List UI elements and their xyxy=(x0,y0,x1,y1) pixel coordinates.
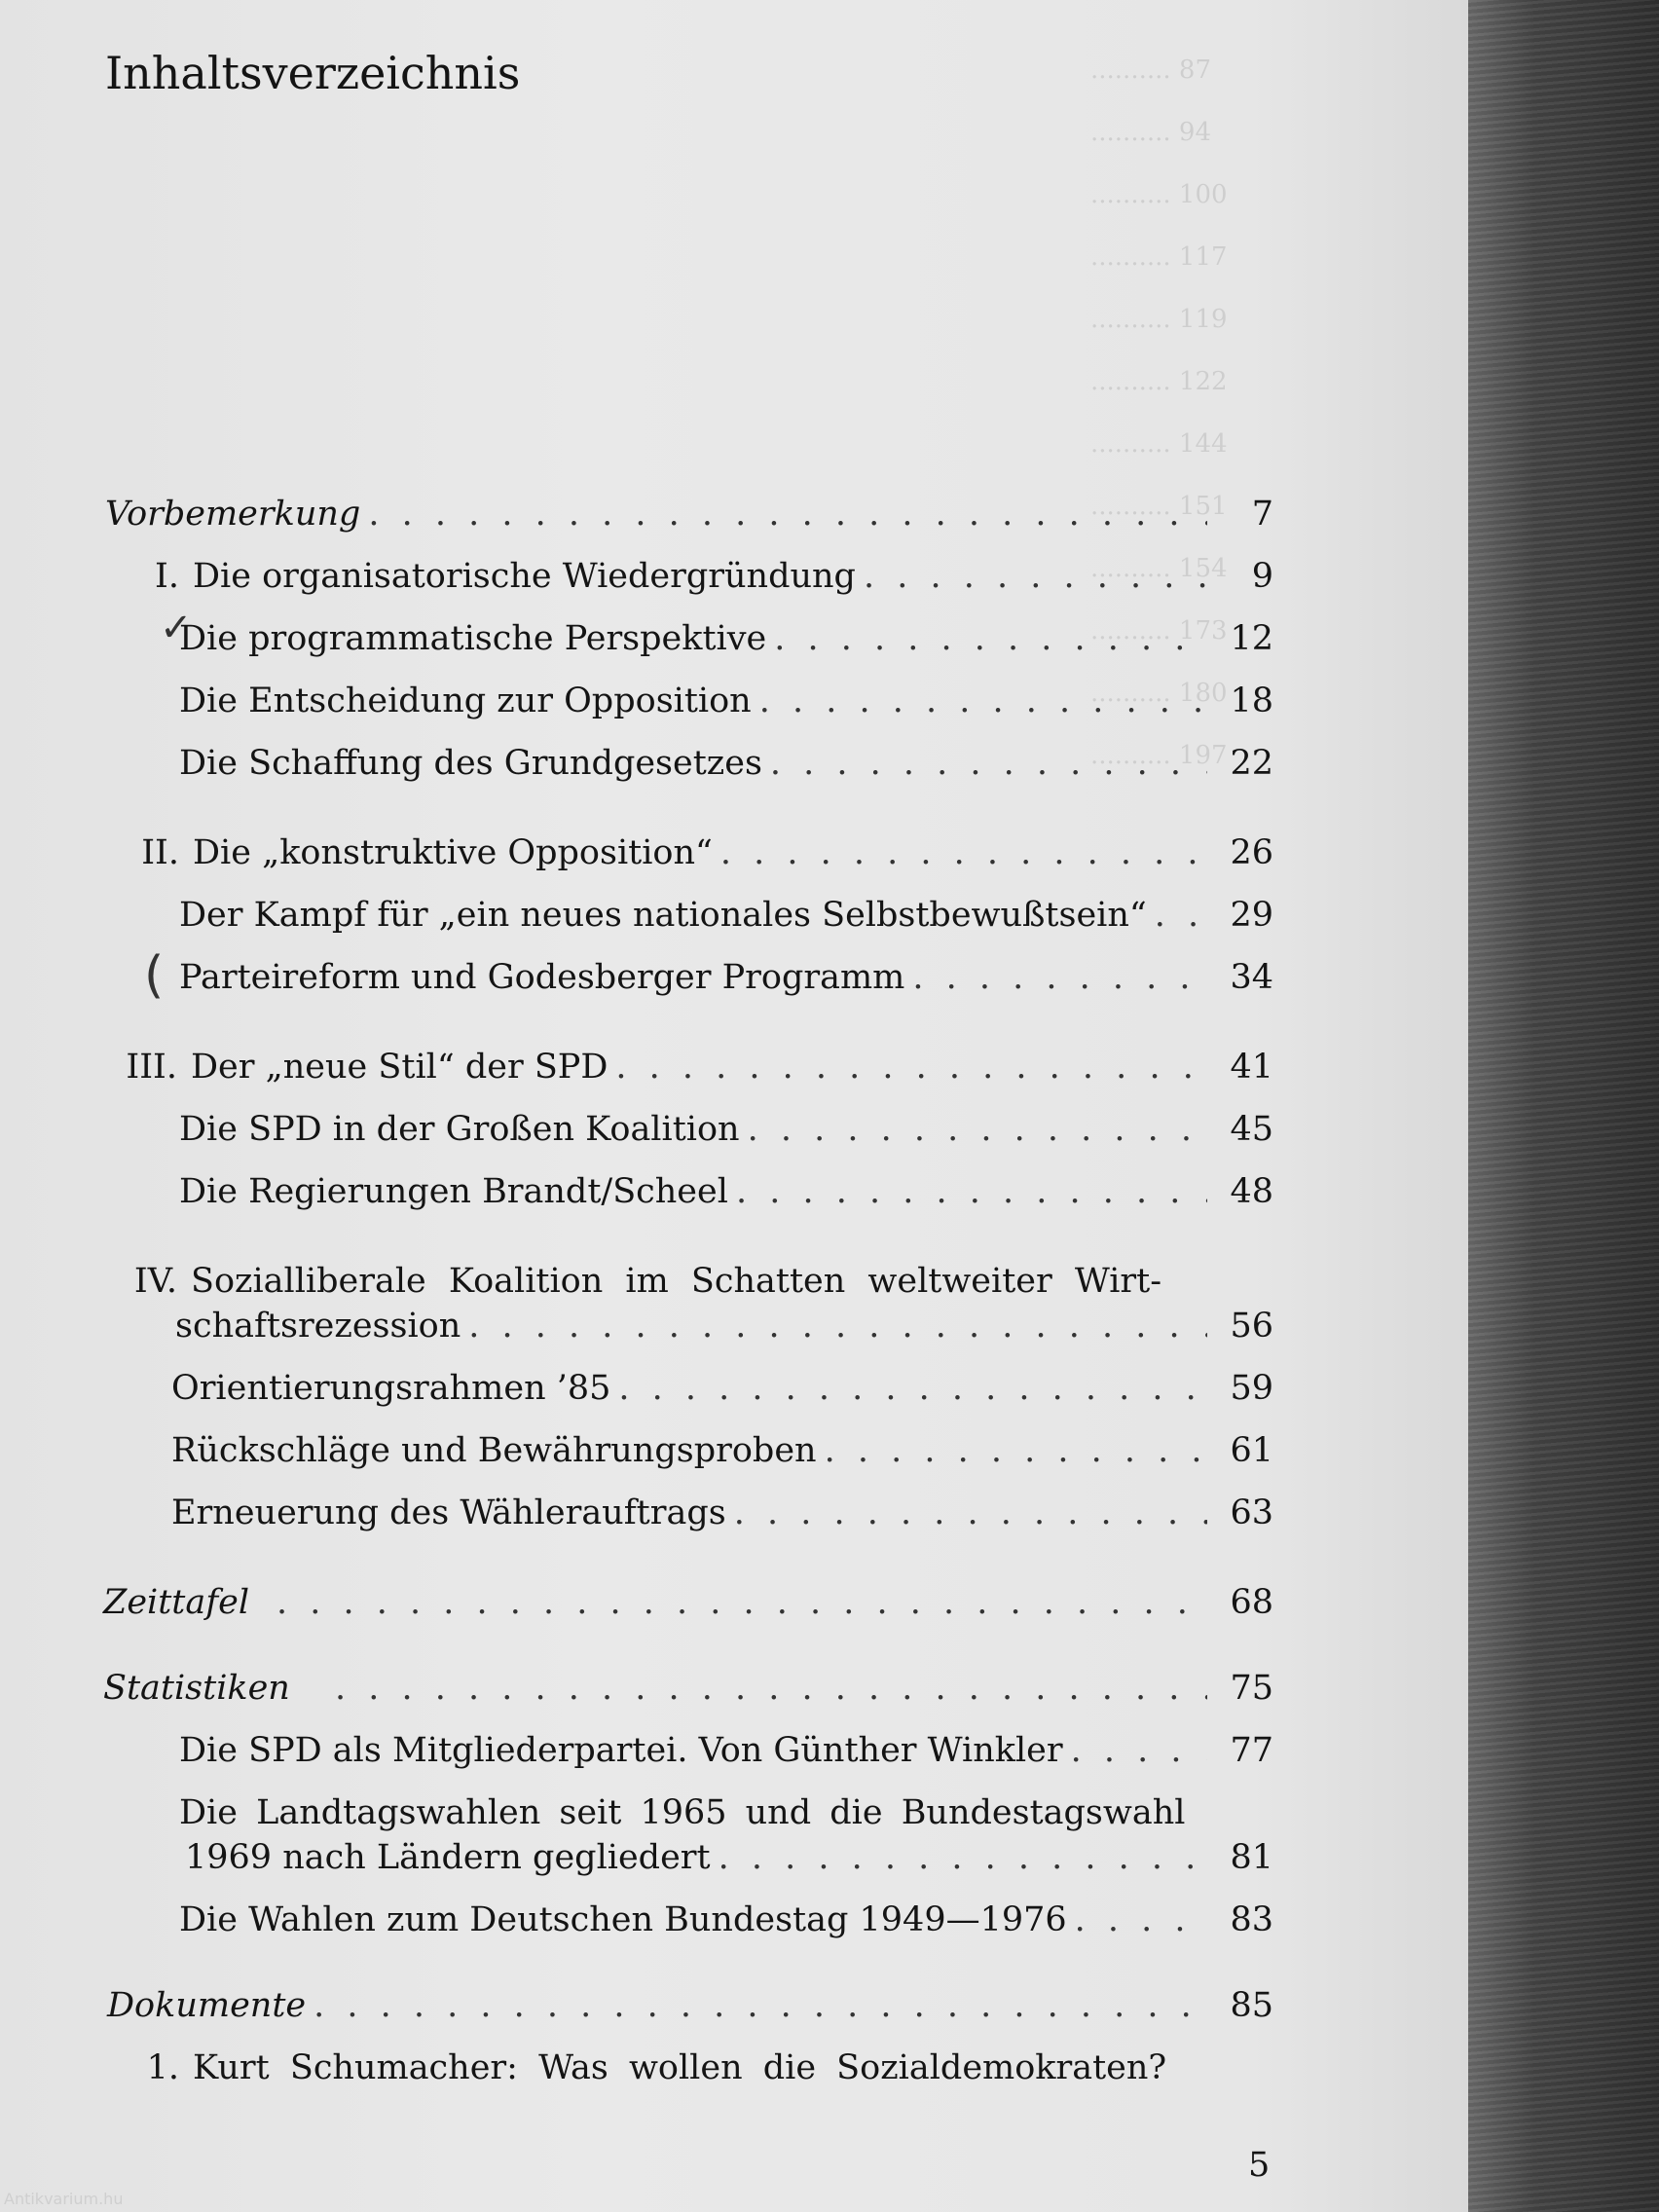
leader-dots xyxy=(912,958,1207,997)
toc-label: schaftsrezession xyxy=(175,1307,461,1346)
toc-label: Zeittafel xyxy=(103,1583,250,1622)
leader-dots xyxy=(468,1307,1207,1346)
toc-label: Dokumente xyxy=(107,1986,307,2025)
leader-dots xyxy=(719,1838,1207,1877)
toc-page: 18 xyxy=(1230,682,1273,720)
toc-label: Die Entscheidung zur Opposition xyxy=(179,682,752,720)
toc-entry-statistiken xyxy=(103,1669,1273,1708)
leader-dots xyxy=(615,1048,1207,1087)
toc-label: Der „neue Stil“ der SPD xyxy=(191,1048,608,1087)
toc-entry-chapter-3 xyxy=(86,1048,1273,1087)
leader-dots xyxy=(1071,1731,1207,1770)
toc-page: 83 xyxy=(1230,1900,1273,1939)
leader-dots xyxy=(774,619,1207,658)
toc-page: 56 xyxy=(1230,1307,1273,1346)
chapter-number: I. xyxy=(155,557,179,596)
toc-label: Die programmatische Perspektive xyxy=(179,619,767,658)
leader-dots xyxy=(1155,896,1207,935)
toc-entry xyxy=(179,1731,1273,1770)
toc-entry-dokumente xyxy=(107,1986,1273,2025)
toc-label: Statistiken xyxy=(103,1669,290,1708)
toc-page: 12 xyxy=(1230,619,1273,658)
show-through-text: .......... 87 .......... 94 .......... 100 .......... 117 .......... 119 .......... 122 .......... 144 .......... 151 .......... 154 .......... 173 .......... 180 .......... 197 xyxy=(1090,55,1228,770)
toc-entry-vorbemerkung xyxy=(105,495,1273,534)
toc-page: 75 xyxy=(1230,1669,1273,1708)
toc-page: 63 xyxy=(1230,1493,1273,1532)
toc-entry xyxy=(179,1172,1273,1211)
toc-label: Die SPD in der Großen Koalition xyxy=(179,1110,740,1149)
toc-label: Orientierungsrahmen ’85 xyxy=(171,1369,611,1408)
toc-page: 68 xyxy=(1230,1583,1273,1622)
toc-label: Der Kampf für „ein neues nationales Selbstbewußtsein“ xyxy=(179,896,1147,935)
leader-dots xyxy=(618,1369,1207,1408)
pencil-checkmark: ✓ xyxy=(160,606,193,650)
toc-label: 1969 nach Ländern gegliedert xyxy=(185,1838,711,1877)
leader-dots xyxy=(736,1172,1207,1211)
toc-entry xyxy=(179,682,1273,720)
toc-label: Sozialliberale Koalition im Schatten weltweiter Wirt- xyxy=(191,1262,1162,1301)
toc-entry-continuation xyxy=(185,1838,1273,1877)
toc-page: 77 xyxy=(1230,1731,1273,1770)
toc-label: Vorbemerkung xyxy=(105,495,361,534)
toc-page: 45 xyxy=(1230,1110,1273,1149)
toc-page: 34 xyxy=(1230,958,1273,997)
toc-entry-zeittafel xyxy=(103,1583,1273,1622)
toc-entry-document-1 xyxy=(97,2048,1273,2087)
toc-entry-chapter-1 xyxy=(97,557,1273,596)
toc-page: 22 xyxy=(1230,744,1273,783)
leader-dots xyxy=(335,1669,1207,1708)
toc-page: 61 xyxy=(1230,1431,1273,1470)
toc-entry xyxy=(171,1369,1273,1408)
document-number: 1. xyxy=(146,2048,179,2087)
toc-entry xyxy=(179,619,1273,658)
toc-entry xyxy=(179,744,1273,783)
leader-dots xyxy=(734,1493,1207,1532)
toc-label: Die Schaffung des Grundgesetzes xyxy=(179,744,762,783)
leader-dots xyxy=(313,1986,1207,2025)
toc-label: Erneuerung des Wählerauftrags xyxy=(171,1493,726,1532)
page-number: 5 xyxy=(1248,2146,1271,2185)
toc-label: Die organisatorische Wiedergründung xyxy=(193,557,856,596)
toc-label: Die Wahlen zum Deutschen Bundestag 1949—1976 xyxy=(179,1900,1067,1939)
pencil-bracket-mark: ( xyxy=(144,946,165,1005)
toc-label: Parteireform und Godesberger Programm xyxy=(179,958,905,997)
toc-label: Die Landtagswahlen seit 1965 und die Bundestagswahl xyxy=(179,1793,1186,1832)
book-spine-edge xyxy=(1468,0,1659,2212)
toc-page: 81 xyxy=(1230,1838,1273,1877)
toc-page: 85 xyxy=(1230,1986,1273,2025)
toc-label: Die Regierungen Brandt/Scheel xyxy=(179,1172,728,1211)
toc-page: 41 xyxy=(1230,1048,1273,1087)
leader-dots xyxy=(720,833,1207,872)
toc-entry xyxy=(179,1900,1273,1939)
leader-dots xyxy=(864,557,1207,596)
toc-label: Rückschläge und Bewährungsproben xyxy=(171,1431,817,1470)
toc-entry-chapter-4 xyxy=(86,1262,1273,1301)
toc-entry-continuation xyxy=(175,1307,1273,1346)
watermark: Antikvarium.hu xyxy=(4,2190,124,2208)
chapter-number: IV. xyxy=(133,1262,177,1301)
toc-entry xyxy=(171,1431,1273,1470)
toc-entry xyxy=(179,1793,1273,1832)
leader-dots xyxy=(759,682,1207,720)
chapter-number: III. xyxy=(126,1048,177,1087)
toc-page: 9 xyxy=(1251,557,1273,596)
leader-dots xyxy=(1075,1900,1207,1939)
toc-entry xyxy=(179,1110,1273,1149)
toc-label: Die „konstruktive Opposition“ xyxy=(193,833,713,872)
toc-page: 26 xyxy=(1230,833,1273,872)
toc-entry xyxy=(171,1493,1273,1532)
chapter-number: II. xyxy=(141,833,179,872)
toc-label: Kurt Schumacher: Was wollen die Sozialdemokraten? xyxy=(193,2048,1167,2087)
toc-page: 59 xyxy=(1230,1369,1273,1408)
toc-page: 48 xyxy=(1230,1172,1273,1211)
toc-label: Die SPD als Mitgliederpartei. Von Günther Winkler xyxy=(179,1731,1063,1770)
toc-entry xyxy=(179,896,1273,935)
toc-page: 7 xyxy=(1251,495,1273,534)
leader-dots xyxy=(276,1583,1207,1622)
toc-entry xyxy=(179,958,1273,997)
toc-page: 29 xyxy=(1230,896,1273,935)
toc-entry-chapter-2 xyxy=(97,833,1273,872)
leader-dots xyxy=(825,1431,1207,1470)
leader-dots xyxy=(770,744,1207,783)
leader-dots xyxy=(748,1110,1207,1149)
page-title: Inhaltsverzeichnis xyxy=(105,47,521,99)
leader-dots xyxy=(368,495,1207,534)
